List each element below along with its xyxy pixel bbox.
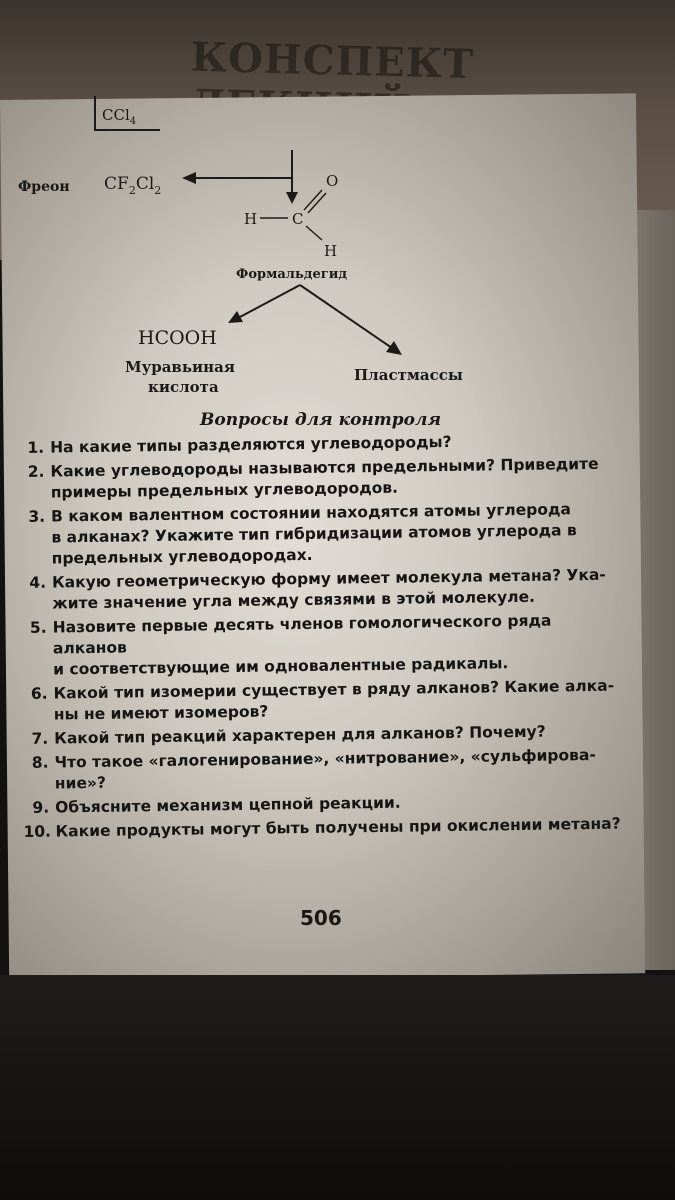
atom-o: O [326,172,339,190]
reaction-diagram [0,0,675,400]
list-item: 10. Какие продукты могут быть получены при окислении метана? [23,814,621,841]
formic-acid-label-line1: Муравьиная [125,358,235,376]
atom-h-left: H [244,210,258,228]
list-item: 1. На какие типы разделяются углеводороды? [27,432,452,457]
list-item: 6. Какой тип изомерии существует в ряду алканов? Какие алка- ны не имеют изомеров? [30,676,615,724]
list-item: 7. Какой тип реакций характерен для алканов? Почему? [31,722,546,748]
formic-acid-label-line2: кислота [148,378,219,396]
list-item: 9. Объясните механизм цепной реакции. [32,793,401,817]
facing-page-heading: КОНСПЕКТ [190,33,475,89]
arrow-to-plastics [300,285,392,348]
list-item: 5. Назовите первые десять членов гомологического ряда алканов и соответствующие им одновалентные радикалы. [29,611,552,679]
freon-formula: $CF_2Cl_2$ [104,174,162,197]
arrow-head-formaldehyde [286,192,298,204]
arrow-head-freon [182,172,196,184]
freon-label: Фреон [18,179,70,195]
arrow-to-hcooh [238,285,300,318]
arrow-head-plastics [386,341,402,355]
list-item: 4. Какую геометрическую форму имеет молекула метана? Ука- жите значение угла между связями в этой молекуле. [29,565,606,613]
bond-c-o-double [304,190,326,213]
section-title: Вопросы для контроля [200,410,441,430]
ccl4-formula: CCl$_4$ [102,106,137,127]
questions-list [18,429,634,845]
list-item: 8. Что такое «галогенирование», «нитрование», «сульфирова- ние»? [31,745,596,793]
atom-c: C [292,210,304,228]
list-item: 3. В каком валентном состоянии находятся атомы углерода в алканах? Укажите тип гибридизации атомов углерода в предельных углеводородах. [28,500,577,568]
plastics-label: Пластмассы [354,366,463,384]
atom-h-right: H [324,242,338,260]
page-number: 506 [300,906,342,930]
bond-c-h [306,226,322,240]
formaldehyde-label: Формальдегид [236,267,348,282]
background-surface [0,975,675,1200]
list-item: 2. Какие углеводороды называются предельными? Приведите примеры предельных углеводородов. [27,454,599,502]
hcooh-formula: HCOOH [138,327,217,349]
